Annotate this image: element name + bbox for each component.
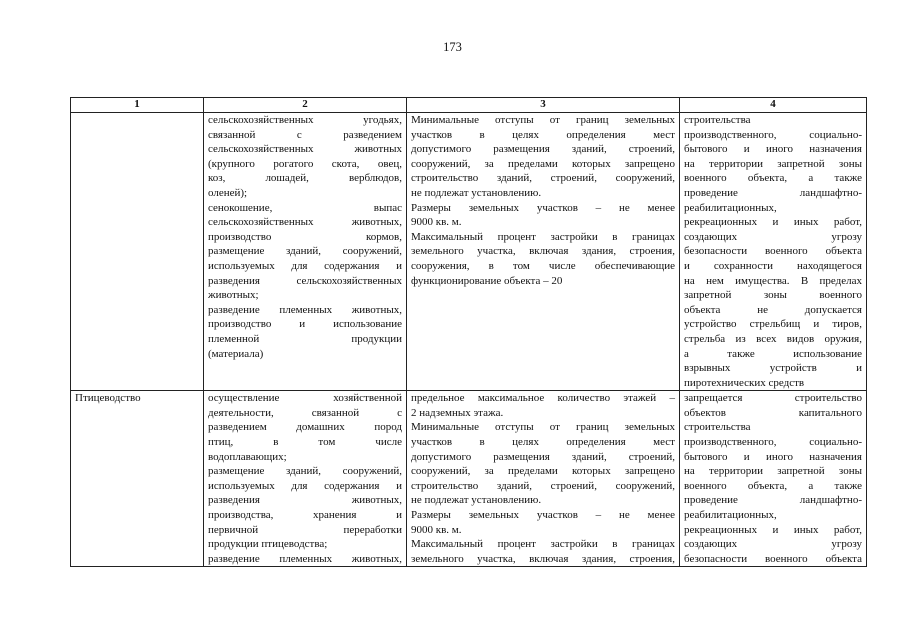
row-2-restrictions-cell (680, 391, 867, 567)
cell-text-line: функционирование объекта – 20 (411, 274, 563, 287)
cell-text-line: разведением домашних пород (208, 421, 402, 434)
cell-text-line: Размеры земельных участков – не менее (411, 509, 675, 522)
cell-text-line: земельного участка, включая здания, строения, (411, 552, 675, 565)
cell-text-line: Максимальный процент застройки в границах (411, 230, 675, 243)
cell-text-line: допустимого размещения зданий, строений, (411, 143, 675, 156)
cell-text-line: земельного участка, включая здания, строения, (411, 245, 675, 258)
row-1-parameters-cell (407, 113, 680, 391)
column-header-4: 4 (680, 98, 867, 113)
cell-text-line: на территории запретной зоны (684, 465, 862, 478)
row-2-description-cell (204, 391, 407, 567)
cell-text-line: используемых для содержания и (208, 259, 402, 272)
cell-text-line: рекреационных и иных работ, (684, 523, 862, 536)
column-header-3: 3 (407, 98, 680, 113)
cell-text-line: объектов капитального (684, 406, 862, 419)
page-number: 173 (443, 40, 462, 54)
cell-text-line: не подлежат установлению. (411, 494, 542, 507)
cell-text-line: проведение ландшафтно- (684, 494, 862, 507)
cell-text-line: на территории запретной зоны (684, 157, 862, 170)
cell-text-line: взрывных устройств и (684, 362, 862, 375)
cell-text-line: 2 надземных этажа. (411, 406, 504, 419)
cell-text-line: запрещается строительство (684, 392, 862, 405)
cell-text-line: не подлежат установлению. (411, 186, 542, 199)
table-header-row (71, 98, 867, 113)
cell-text-line: осуществление хозяйственной (208, 392, 402, 405)
cell-text-line: реабилитационных, (684, 201, 777, 214)
cell-text-line: участков в целях определения мест (411, 436, 675, 449)
cell-text-line: связанной с разведением (208, 128, 402, 141)
cell-text-line: племенной продукции (208, 332, 402, 345)
table-row (71, 391, 867, 567)
cell-text-line: (крупного рогатого скота, овец, (208, 157, 402, 170)
cell-text-line: предельное максимальное количество этажей – (411, 392, 675, 405)
cell-text-line: создающих угрозу (684, 230, 862, 243)
cell-text-line: проведение ландшафтно- (684, 186, 862, 199)
cell-text-line: строительство зданий, строений, сооружений, (411, 172, 675, 185)
cell-text-line: участков в целях определения мест (411, 128, 675, 141)
cell-text-line: деятельности, связанной с (208, 406, 402, 419)
cell-text-line: военного объекта, а также (684, 172, 862, 185)
cell-text-line: сенокошение, выпас (208, 201, 402, 214)
cell-text-line: (материала) (208, 347, 264, 360)
row-1-description-cell (204, 113, 407, 391)
cell-text-line: а также использование (684, 347, 862, 360)
cell-text-line: разведения животных, (208, 494, 402, 507)
row-2-type-cell: Птицеводство (71, 391, 204, 567)
cell-text-line: производственного, социально- (684, 128, 862, 141)
cell-text-line: допустимого размещения зданий, строений, (411, 450, 675, 463)
cell-text-line: сооружений, за пределами которых запрещено (411, 157, 675, 170)
regulations-table (70, 97, 867, 567)
cell-text-line: производство и использование (208, 318, 402, 331)
cell-text-line: и сохранности находящегося (684, 259, 862, 272)
cell-text-line: водоплавающих; (208, 450, 287, 463)
cell-text-line: продукции птицеводства; (208, 538, 328, 551)
cell-text-line: строительства (684, 421, 751, 434)
cell-text-line: строительства (684, 114, 751, 126)
cell-text-line: пиротехнических средств (684, 376, 805, 389)
cell-text-line: стрельба из всех видов оружия, (684, 332, 862, 345)
cell-text-line: коз, лошадей, верблюдов, (208, 172, 402, 185)
cell-text-line: Максимальный процент застройки в границах (411, 538, 675, 551)
cell-text-line: сельскохозяйственных угодьях, (208, 114, 402, 126)
cell-text-line: Размеры земельных участков – не менее (411, 201, 675, 214)
cell-text-line: безопасности военного объекта (684, 552, 862, 565)
cell-text-line: создающих угрозу (684, 538, 862, 551)
cell-text-line: производственного, социально- (684, 436, 862, 449)
cell-text-line: разведение племенных животных, (208, 303, 402, 316)
cell-text-line: размещение зданий, сооружений, (208, 465, 402, 478)
cell-text-line: Минимальные отступы от границ земельных (411, 114, 675, 126)
cell-text-line: строительство зданий, строений, сооружений, (411, 479, 675, 492)
cell-text-line: безопасности военного объекта (684, 245, 862, 258)
cell-text-line: оленей); (208, 186, 248, 199)
cell-text-line: производства, хранения и (208, 509, 402, 522)
cell-text-line: рекреационных и иных работ, (684, 216, 862, 229)
cell-text-line: сооружений, за пределами которых запрещено (411, 465, 675, 478)
cell-text-line: животных; (208, 289, 259, 302)
cell-text-line: на нем имущества. В пределах (684, 274, 862, 287)
cell-text-line: разведение племенных животных, (208, 552, 402, 565)
cell-text-line: Минимальные отступы от границ земельных (411, 421, 675, 434)
cell-text-line: сооружения, в том числе обеспечивающие (411, 259, 675, 272)
cell-text-line: реабилитационных, (684, 509, 777, 522)
cell-text-line: производство кормов, (208, 230, 402, 243)
table-row (71, 113, 867, 391)
row-1-restrictions-cell (680, 113, 867, 391)
cell-text-line: устройство стрельбищ и тиров, (684, 318, 862, 331)
cell-text-line: бытового и иного назначения (684, 450, 862, 463)
cell-text-line: 9000 кв. м. (411, 523, 462, 536)
column-header-1: 1 (71, 98, 204, 113)
cell-text-line: 9000 кв. м. (411, 216, 462, 229)
cell-text-line: первичной переработки (208, 523, 402, 536)
column-header-2: 2 (204, 98, 407, 113)
cell-text-line: бытового и иного назначения (684, 143, 862, 156)
cell-text-line: птиц, в том числе (208, 436, 402, 449)
row-1-type-cell (71, 113, 204, 391)
row-2-parameters-cell (407, 391, 680, 567)
cell-text-line: сельскохозяйственных животных (208, 143, 402, 156)
cell-text-line: используемых для содержания и (208, 479, 402, 492)
cell-text-line: объекта не допускается (684, 303, 862, 316)
cell-text-line: разведения сельскохозяйственных (208, 274, 402, 287)
cell-text-line: размещение зданий, сооружений, (208, 245, 402, 258)
cell-text-line: сельскохозяйственных животных, (208, 216, 402, 229)
cell-text-line: запретной зоны военного (684, 289, 862, 302)
cell-text-line: военного объекта, а также (684, 479, 862, 492)
